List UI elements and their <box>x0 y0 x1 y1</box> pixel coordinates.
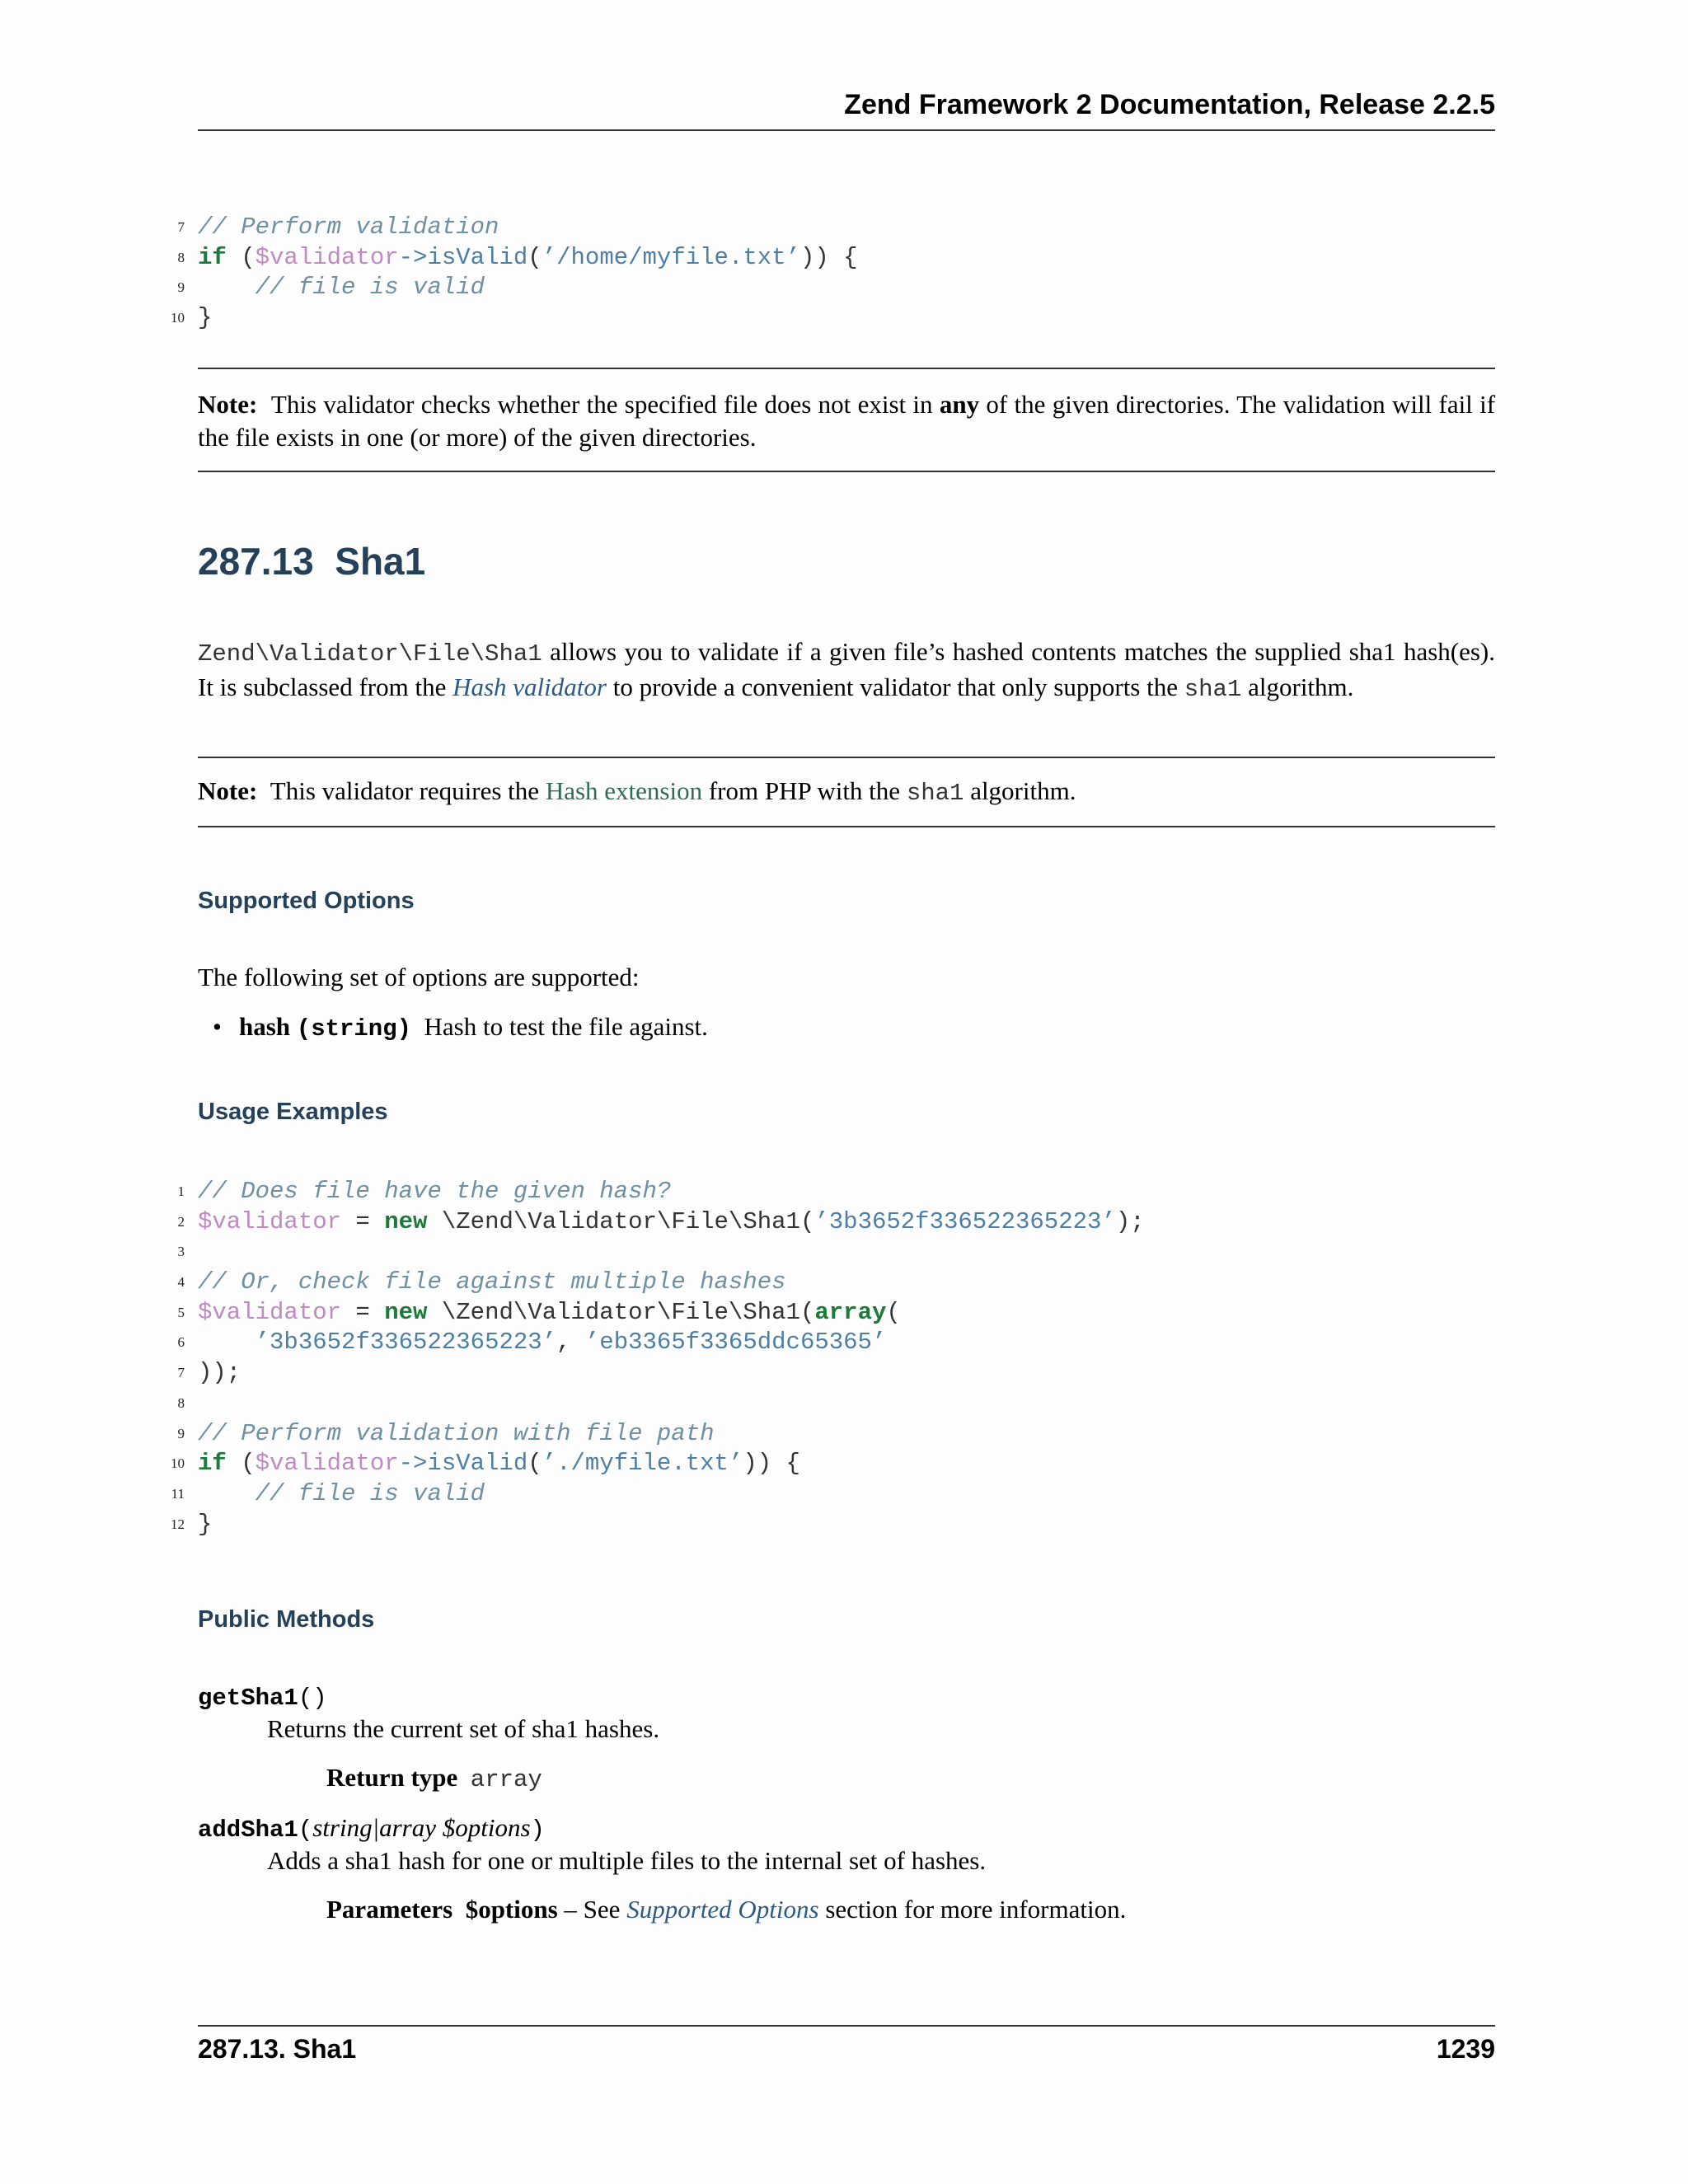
code-keyword: array <box>814 1298 887 1326</box>
line-number: 12 <box>171 1516 185 1532</box>
code-line <box>177 1358 1145 1389</box>
footer-section: 287.13. Sha1 <box>198 2034 357 2064</box>
code-comment: // Does file have the given hash? <box>198 1178 672 1205</box>
page-number: 1239 <box>1436 2034 1495 2064</box>
line-number: 7 <box>177 1365 185 1381</box>
code-punct: } <box>198 1510 213 1538</box>
code-punct: ( <box>528 243 542 271</box>
code-line <box>177 243 858 274</box>
field-label: Return type <box>326 1763 458 1792</box>
line-number: 8 <box>177 1394 185 1411</box>
code-keyword: if <box>198 1450 227 1478</box>
code-variable: $validator <box>255 1450 399 1478</box>
code-punct: )) { <box>799 243 858 271</box>
code-block-usage <box>171 1177 1145 1540</box>
line-number: 6 <box>177 1334 185 1351</box>
line-number: 10 <box>171 1455 185 1472</box>
code-class: \Zend\Validator\File\Sha1( <box>427 1207 815 1235</box>
line-number: 10 <box>171 310 185 326</box>
code-operator: = <box>341 1207 385 1235</box>
method-name: addSha1 <box>198 1816 298 1844</box>
inline-code: Zend\Validator\File\Sha1 <box>198 640 542 668</box>
code-punct: } <box>198 304 213 332</box>
note-rule-bottom <box>198 471 1495 472</box>
code-line <box>171 1510 1145 1540</box>
method-name: getSha1 <box>198 1685 298 1712</box>
code-punct: )); <box>198 1359 241 1387</box>
note-text: algorithm. <box>970 776 1076 805</box>
usage-examples-heading: Usage Examples <box>198 1099 388 1125</box>
code-line <box>177 213 858 243</box>
intro-text: algorithm. <box>1248 673 1354 701</box>
param-text: – See <box>564 1895 621 1924</box>
code-indent <box>198 1329 256 1356</box>
hash-validator-link[interactable]: Hash validator <box>452 673 607 701</box>
code-keyword: new <box>384 1298 428 1326</box>
method-desc: Returns the current set of sha1 hashes. <box>267 1714 660 1743</box>
code-punct: )) { <box>743 1450 800 1478</box>
code-string: ’eb3365f3365ddc65365’ <box>584 1329 887 1357</box>
hash-extension-link[interactable]: Hash extension <box>545 776 703 805</box>
code-variable: $validator <box>198 1298 342 1326</box>
line-number: 4 <box>177 1274 185 1291</box>
method-params: () <box>298 1685 327 1712</box>
note-rule-bottom <box>198 826 1495 827</box>
line-number: 5 <box>177 1304 185 1320</box>
code-line <box>177 1177 1145 1207</box>
note-rule-top <box>198 368 1495 369</box>
code-string: ’/home/myfile.txt’ <box>542 243 800 271</box>
param-name: $options <box>465 1895 558 1924</box>
method-paren: ( <box>298 1816 313 1844</box>
code-line <box>177 1419 1145 1450</box>
line-number: 11 <box>171 1485 185 1502</box>
line-number: 2 <box>177 1213 185 1230</box>
code-variable: $validator <box>198 1207 342 1235</box>
code-variable: $validator <box>255 243 399 271</box>
code-comment: // file is valid <box>255 1479 485 1507</box>
document-page <box>171 0 1496 2184</box>
code-line <box>177 1207 1145 1238</box>
code-method: isValid <box>427 1450 528 1478</box>
option-type: (string) <box>296 1015 412 1043</box>
code-method: isValid <box>427 243 528 271</box>
method-signature-addsha1 <box>198 1813 545 1844</box>
note-rule-top <box>198 757 1495 758</box>
code-operator: = <box>341 1298 385 1326</box>
code-indent <box>198 1480 256 1507</box>
code-line <box>177 1237 1145 1268</box>
line-number: 1 <box>177 1183 185 1199</box>
inline-code: sha1 <box>1184 676 1242 703</box>
param-text: section for more information. <box>825 1895 1127 1924</box>
code-string: ’3b3652f336522365223’ <box>814 1207 1116 1235</box>
note-text: of the given directories. The validation will fail if the file exists in one (or more) of the given directories. <box>198 390 1496 452</box>
intro-text: to provide a convenient validator that only supports the <box>612 673 1178 701</box>
code-comment: // Perform validation <box>198 213 499 241</box>
method-parameters <box>326 1895 1126 1924</box>
line-number: 7 <box>177 219 185 235</box>
method-paren: ) <box>530 1816 545 1844</box>
note-text: from PHP with the <box>708 776 901 805</box>
line-number: 9 <box>177 279 185 296</box>
inline-code: sha1 <box>906 780 964 807</box>
note-emphasis: any <box>939 390 980 419</box>
method-return-type <box>326 1763 542 1793</box>
field-value: array <box>470 1766 542 1793</box>
note-box-extension <box>198 775 1495 810</box>
line-number: 3 <box>177 1244 185 1260</box>
code-line <box>177 1328 1145 1358</box>
code-block-validation <box>171 213 858 334</box>
code-string: ’3b3652f336522365223’ <box>255 1329 557 1357</box>
code-comment: // Or, check file against multiple hashes <box>198 1268 786 1296</box>
supported-options-heading: Supported Options <box>198 888 415 914</box>
code-line <box>171 1449 1145 1479</box>
method-params: string|array $options <box>312 1813 531 1842</box>
code-punct: ( <box>886 1298 901 1326</box>
line-number: 8 <box>177 249 185 265</box>
section-number: 287.13 <box>198 540 314 583</box>
section-heading <box>198 539 425 583</box>
intro-text: allows you to validate if a given file’s hashed contents matches the supplied sha1 hash(es). It is subclassed from the <box>198 637 1496 701</box>
code-line <box>177 1389 1145 1419</box>
method-desc: Adds a sha1 hash for one or multiple files to the internal set of hashes. <box>267 1846 987 1875</box>
code-keyword: if <box>198 243 227 271</box>
code-class: \Zend\Validator\File\Sha1( <box>427 1298 815 1326</box>
header-rule <box>198 129 1495 131</box>
option-desc: Hash to test the file against. <box>424 1012 708 1041</box>
code-operator: -> <box>398 243 428 271</box>
bullet-icon: • <box>213 1012 222 1041</box>
option-item-hash <box>213 1010 708 1046</box>
supported-options-link[interactable]: Supported Options <box>626 1895 819 1924</box>
note-text: This validator checks whether the specified file does not exist in <box>270 390 933 419</box>
code-line <box>171 303 858 334</box>
section-intro <box>198 635 1495 706</box>
code-operator: -> <box>398 1450 428 1478</box>
note-box-existence <box>198 388 1495 454</box>
section-title: Sha1 <box>335 540 426 583</box>
method-signature-getsha1 <box>198 1681 327 1712</box>
option-name: hash <box>239 1012 291 1041</box>
public-methods-heading: Public Methods <box>198 1606 375 1633</box>
code-line <box>177 1268 1145 1298</box>
code-comment: // file is valid <box>255 274 485 302</box>
note-text: This validator requires the <box>270 776 540 805</box>
note-label: Note: <box>198 390 258 419</box>
line-number: 9 <box>177 1425 185 1441</box>
code-line <box>177 1298 1145 1329</box>
code-punct: ( <box>528 1450 542 1478</box>
code-keyword: new <box>384 1207 428 1235</box>
code-string: ’./myfile.txt’ <box>542 1450 743 1478</box>
code-punct: ( <box>226 1450 256 1478</box>
code-punct: , <box>556 1329 585 1357</box>
note-label: Note: <box>198 776 258 805</box>
field-label: Parameters <box>326 1895 453 1924</box>
code-line <box>177 273 858 303</box>
running-header: Zend Framework 2 Documentation, Release 2.2.5 <box>844 89 1495 120</box>
code-line <box>171 1479 1145 1510</box>
options-intro: The following set of options are supported: <box>198 963 640 991</box>
code-punct: ( <box>226 243 256 271</box>
footer-rule <box>198 2025 1495 2027</box>
code-punct: ); <box>1115 1207 1145 1235</box>
code-comment: // Perform validation with file path <box>198 1419 715 1447</box>
